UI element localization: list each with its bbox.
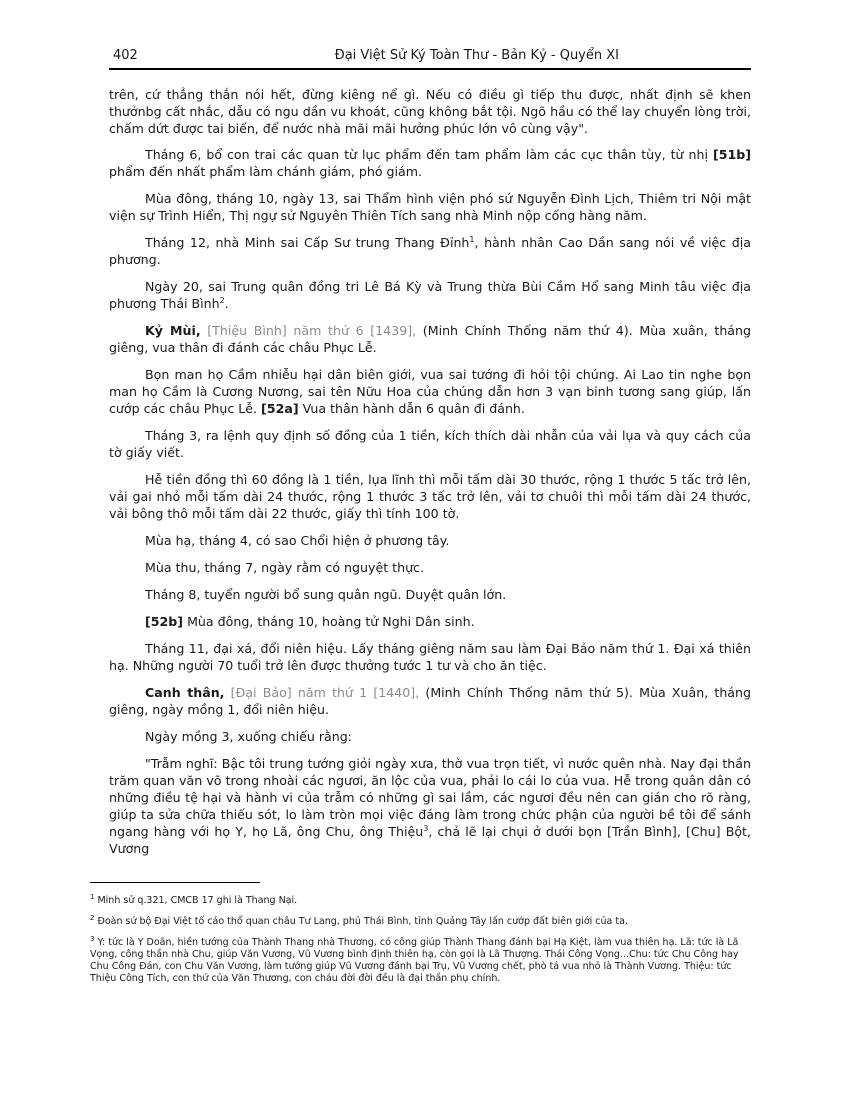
text-span: Tháng 12, nhà Minh sai Cấp Sư trung Thang Đỉnh (145, 235, 470, 250)
folio-marker: [52b] (145, 614, 184, 629)
text-span: "Trẫm nghĩ: Bậc tôi trung tướng giỏi ngày xưa, thờ vua trọn tiết, vì nước quên nhà. Nay đại thần trăm quan văn võ trong nhoài các ngươi, ăn lộc của vua, phải lo cái lo của vua. Hễ trong quân dân có những điều tệ hại và hành vi của trẫm có những gì sai lầm, các ngươi đều nên can gián cho rõ ràng, giúp ta sửa chữa thiếu sót, lo làm tròn mọi việc đáng làm trong chức phận của người bề tôi để sánh ngang hàng với họ Y, họ Lã, ông Chu, ông Thiệu (109, 756, 751, 839)
footnotes (90, 892, 758, 994)
year-heading: Kỷ Mùi, (145, 323, 201, 338)
footnote-ref[interactable]: 3 (423, 823, 429, 833)
folio-marker: [52a] (261, 401, 299, 416)
text-span: (Minh Chính Thống năm thứ 4). Mùa xuân, tháng giêng, vua thân đi đánh các châu Phục Lễ. (109, 323, 751, 355)
folio-marker: [51b] (712, 147, 751, 162)
paragraph: Mùa đông, tháng 10, ngày 13, sai Thẩm hình viện phó sứ Nguyễn Đình Lịch, Thiêm tri Nội mật viện sự Trình Hiển, Thị ngự sử Nguyên Thiên Tích sang nhà Minh nộp cống hàng năm. (109, 191, 751, 223)
footnote-number: 1 (90, 892, 95, 901)
footnote-text: Y: tức là Y Doãn, hiền tướng của Thành Thang nhà Thương, có công giúp Thành Thang đánh bại Hạ Kiệt, làm vua thiên hạ. Lã: tức là Lã Vọng, công thần nhà Chu, giúp Văn Vương, Vũ Vương bình định thiên hạ, còn gọi là Lã Thượng. Thái Công Vọng...Chu: tức Chu Công hay Chu Công Đán, con Chu Văn Vương, làm tướng giúp Vũ Vương đánh bại Trụ, Vũ Vương chết, phò tá vua nhỏ là Thành Vương. Thiệu: tức Thiệu Công Tích, con thứ của Văn Thương, con cháu đời đời đều là đại thần phụ chính. (90, 937, 739, 984)
text-span: Mùa đông, tháng 10, hoàng tử Nghi Dân sinh. (183, 614, 475, 629)
page-header (109, 48, 751, 70)
header-rule (109, 68, 751, 70)
footnote-number: 3 (90, 934, 95, 943)
page-number: 402 (113, 48, 138, 63)
footnote-rule (90, 882, 260, 883)
paragraph: Tháng 3, ra lệnh quy định số đồng của 1 tiền, kích thích dài nhẫn của vải lụa và quy cách của tờ giấy viết. (109, 428, 751, 460)
footnote-ref[interactable]: 1 (469, 234, 475, 244)
text-span: Tháng 6, bổ con trai các quan từ lục phẩm đến tam phẩm làm các cục thân tùy, từ nhị (145, 147, 713, 162)
paragraph: Mùa hạ, tháng 4, có sao Chổi hiện ở phương tây. (145, 533, 450, 548)
paragraph (109, 684, 751, 718)
footnote-number: 2 (90, 913, 95, 922)
text-span: (Minh Chính Thống năm thứ 5). Mùa Xuân, tháng giêng, ngày mồng 1, đổi niên hiệu. (109, 685, 751, 717)
text-span: Ngày 20, sai Trung quân đồng tri Lê Bá Kỳ và Trung thừa Bùi Cầm Hổ sang Minh tâu việc địa phương Thái Bình (109, 279, 751, 311)
footnote (90, 913, 758, 928)
footnote-text: Minh sử q.321, CMCB 17 ghi là Thang Nại. (97, 895, 298, 906)
reign-year: [Đại Bảo] năm thứ 1 [1440], (224, 685, 420, 700)
paragraph: Tháng 8, tuyển người bổ sung quân ngũ. Duyệt quân lớn. (145, 587, 507, 602)
footnote (90, 892, 758, 907)
paragraph: trên, cứ thẳng thắn nói hết, đừng kiêng nể gì. Nếu có điều gì tiếp thu được, nhất định sẽ khen thưởnbg cất nhắc, dẫu có ngu dần vu khoát, cũng không bắt tội. Ngõ hầu có thể lay chuyển lòng trời, chấm dứt được tai biến, để nước nhà mãi mãi hưởng phúc lớn vô cùng vậy". (109, 87, 751, 136)
text-span: phẩm đến nhất phẩm làm chánh giám, phó giám. (109, 164, 423, 179)
paragraph (109, 234, 751, 268)
text-span: , hành nhân Cao Dần sang nói về việc địa phương. (109, 235, 751, 267)
paragraph: Hễ tiền đồng thì 60 đồng là 1 tiền, lụa lĩnh thì mỗi tấm dài 30 thước, rộng 1 thước 5 tấc trở lên, vải gai nhỏ mỗi tấm dài 24 thước, rộng 1 thước 3 tấc trở lên, vải tơ chuôi thì mỗi tấm dài 24 thước, vải bông thô mỗi tấm dài 22 thước, giấy thì tính 100 tờ. (109, 472, 751, 521)
running-title: Đại Việt Sử Ký Toàn Thư - Bản Kỷ - Quyển XI (334, 48, 619, 63)
reign-year: [Thiệu Bình] năm thứ 6 [1439], (200, 323, 417, 338)
footnote-text: Đoàn sứ bộ Đại Việt tố cáo thổ quan châu Tư Lang, phủ Thái Bình, tỉnh Quảng Tây lấn cướp đất biên giới của ta. (97, 916, 628, 927)
year-heading: Canh thân, (145, 685, 225, 700)
text-span: , chả lẽ lại chụi ở dưới bọn [Trần Bình], [Chu] Bột, Vương (109, 824, 751, 856)
footnote-ref[interactable]: 2 (219, 295, 225, 305)
paragraph (109, 322, 751, 356)
paragraph (109, 278, 751, 312)
paragraph: Tháng 11, đại xá, đổi niên hiệu. Lấy tháng giêng năm sau làm Đại Bảo năm thứ 1. Đại xá thiên hạ. Những người 70 tuổi trở lên được thưởng tước 1 tư và cho ăn tiệc. (109, 641, 751, 673)
footnote (90, 934, 758, 985)
paragraph (109, 146, 751, 180)
paragraph (109, 755, 751, 857)
document-body (109, 86, 751, 867)
paragraph (109, 613, 751, 630)
paragraph (109, 366, 751, 417)
text-span: . (224, 296, 229, 311)
paragraph: Mùa thu, tháng 7, ngày rằm có nguyệt thực. (145, 560, 424, 575)
paragraph: Ngày mồng 3, xuống chiếu rằng: (145, 729, 352, 744)
text-span: Vua thân hành dẫn 6 quân đi đánh. (298, 401, 525, 416)
text-span: Bọn man họ Cầm nhiễu hại dân biên giới, vua sai tướng đi hỏi tội chúng. Ai Lao tin nghe bọn man họ Cầm là Cương Nương, sai tên Nữu Hoa của chúng dẫn hơn 3 vạn binh tương sang giúp, lấn cướp các châu Phục Lễ. (109, 367, 751, 416)
